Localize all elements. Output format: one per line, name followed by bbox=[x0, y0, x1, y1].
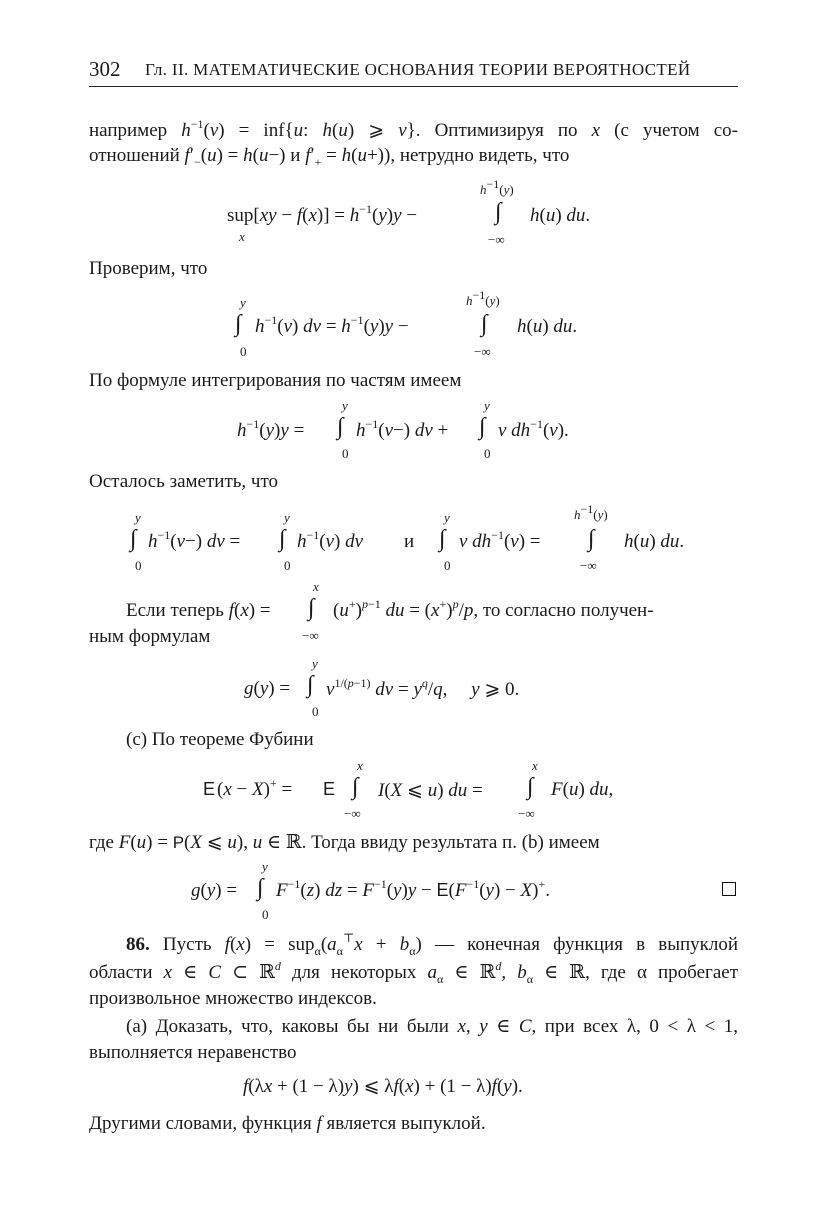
text-gde: где F(u) = P(X ⩽ u), u ∈ ℝ. Тогда ввиду результата п. (b) имеем bbox=[89, 832, 600, 853]
qed-box bbox=[722, 882, 736, 896]
text-line-1: например $h^{-1}(v) = inf\{u$: h(u) ⩾ v}. Оптимизируя по x (с учетом со- bbox=[89, 116, 738, 141]
text-line-2: отношений $f'_-(u) = h(u-)$ и $f'_+ = h(u+)$), нетрудно видеть, что bbox=[89, 145, 570, 169]
equation-8: f(λx + (1 − λ)y) ⩽ λf(x) + (1 − λ)f(y). bbox=[243, 1076, 523, 1097]
text-c-part: (c) По теореме Фубини bbox=[126, 729, 314, 750]
page-number: 302 bbox=[89, 57, 121, 81]
text-po-formule: По формуле интегрирования по частям имеем bbox=[89, 370, 462, 391]
text-proverim: Проверим, что bbox=[89, 258, 208, 279]
text-drugimi: Другими словами, функция f является выпуклой. bbox=[89, 1113, 486, 1134]
page-header bbox=[89, 56, 738, 87]
text-ostalos: Осталось заметить, что bbox=[89, 471, 279, 492]
book-page: 302 Гл. II. МАТЕМАТИЧЕСКИЕ ОСНОВАНИЯ ТЕОРИИ ВЕРОЯТНОСТЕЙ например $h^{-1}(v) = inf\{u$: h(u) ⩾ v}. Оптимизируя по x (с учетом со- отношений $f'_-(u) = h(u-)$ и $f'_+ = h(u+)$), нетрудно видеть, что $sup[xy - f(x)] = h^{-1}(y)y$ − x ∫ $h^{-1}(y)$ −∞ h(u) du. Проверим, что y ∫ 0 $h^{-1}(v)$ dv = $h^{-1}(y)y$ − $h^{-1}(y)$ ∫ −∞ h(u) du. По формуле интегрирования по частям имеем $h^{-1}(y)y$ = y ∫ 0 $h^{-1}(v-)$ dv + y ∫ 0 v $dh^{-1}(v)$. Осталось заметить, что y ∫ 0 $h^{-1}(v-)$ dv = y ∫ 0 $h^{-1}(v)$ dv и y ∫ 0 v $dh^{-1}(v)$ = $h^{-1}(y)$ ∫ −∞ h(u) du. Если теперь f(x) = x ∫ −∞ $(u^+)^{p-1}$ du = $(x^+)^p/p$, то согласно получен- ным формулам g(y) = y ∫ 0 $v^{1/(p-1)}$ dv = $y^q/q$, y ⩾ 0. (c) По теореме Фубини E (x − X)+ = E x ∫ −∞ I(X ⩽ u) du = x ∫ −∞ F(u) du, где F(u) = P(X ⩽ u), u ∈ ℝ. Тогда ввиду результата п. (b) имеем g(y) = y ∫ 0 $F^{-1}(z)$ dz = $F^{-1}(y)y - E(F^{-1}(y) - X)^+$. 86. Пусть $f(x) = sup_\alpha(a_\alpha^⊤x + b_\alpha)$ — конечная функция в выпуклой области x ∈ C ⊂ ℝ$^d$ для некоторых $a_\alpha$ ∈ ℝ$^d$, $b_\alpha$ ∈ ℝ, где α пробегает произвольное множество индексов. (a) Доказать, что, каковы бы ни были x, y ∈ C, при всех λ, 0 < λ < 1, выполняется неравенство f(λx + (1 − λ)y) ⩽ λf(x) + (1 − λ)f(y). Другими словами, функция f является выпуклой. bbox=[89, 57, 739, 1134]
running-head: Гл. II. МАТЕМАТИЧЕСКИЕ ОСНОВАНИЯ ТЕОРИИ ВЕРОЯТНОСТЕЙ bbox=[145, 60, 691, 79]
